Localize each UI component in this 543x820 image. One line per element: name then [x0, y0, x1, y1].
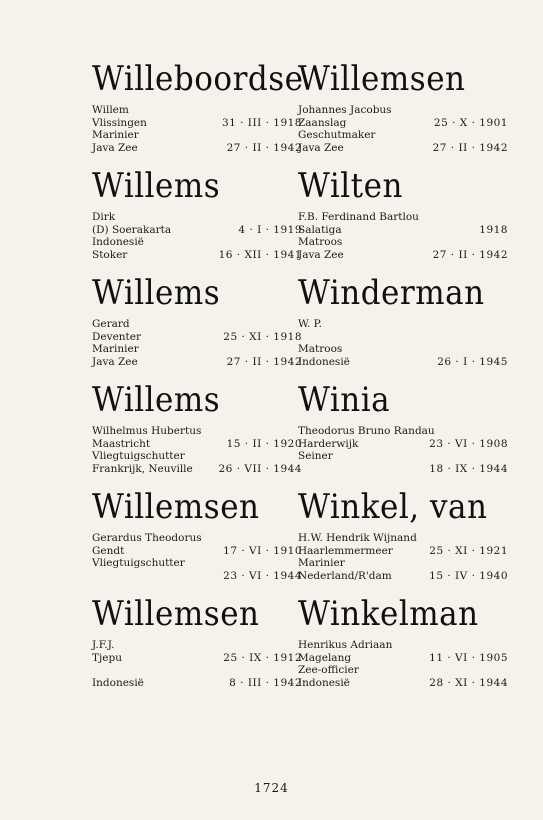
- entry-details: [298, 104, 508, 154]
- detail-row: [298, 142, 508, 155]
- entry-details: [298, 639, 508, 689]
- birthplace: Zaanslag: [298, 116, 347, 129]
- rank: Indonesië: [92, 236, 144, 249]
- entry: [298, 595, 508, 702]
- rank: Matroos: [298, 236, 343, 249]
- death-date: 26 · I · 1945: [437, 355, 508, 368]
- birthplace: Gendt: [92, 544, 125, 557]
- place-of-death: Stoker: [92, 248, 128, 261]
- given-name: Johannes Jacobus: [298, 104, 392, 116]
- entry: [92, 60, 302, 167]
- given-name: W. P.: [298, 318, 322, 330]
- birthplace: Harderwijk: [298, 437, 359, 450]
- entry-details: [298, 211, 508, 261]
- birth-date: 1918: [479, 223, 508, 236]
- surname: Willems: [92, 167, 221, 206]
- detail-row: [298, 249, 508, 262]
- birth-date: 25 · IX · 1912: [223, 651, 302, 664]
- right-column: [298, 60, 508, 702]
- detail-row: [298, 450, 508, 463]
- detail-row: [298, 545, 508, 558]
- place-of-death: Java Zee: [92, 141, 138, 154]
- birthplace: (D) Soerakarta: [92, 223, 172, 236]
- death-date: 23 · VI · 1944: [223, 569, 302, 582]
- entry-details: [92, 104, 302, 154]
- entry: [298, 60, 508, 167]
- detail-row: [92, 343, 302, 356]
- entry: [298, 488, 508, 595]
- surname: Willemsen: [298, 60, 466, 99]
- detail-row: [92, 532, 302, 545]
- detail-row: [298, 664, 508, 677]
- birth-date: 25 · XI · 1921: [429, 544, 508, 557]
- detail-row: [92, 249, 302, 262]
- place-of-death: Java Zee: [298, 141, 344, 154]
- birth-date: 31 · III · 1918: [221, 116, 302, 129]
- entry: [298, 167, 508, 274]
- given-name: H.W. Hendrik Wijnand: [298, 532, 417, 544]
- birth-date: 23 · VI · 1908: [429, 437, 508, 450]
- place-of-death: Java Zee: [92, 355, 138, 368]
- surname: Willemsen: [92, 488, 260, 527]
- entry-details: [92, 318, 302, 368]
- entry: [92, 381, 302, 488]
- place-of-death: Frankrijk, Neuville: [92, 462, 193, 475]
- birth-date: 25 · XI · 1918: [223, 330, 302, 343]
- given-name: Dirk: [92, 211, 116, 223]
- detail-row: [298, 463, 508, 476]
- entry-details: [298, 318, 508, 368]
- birth-date: 17 · VI · 1910: [223, 544, 302, 557]
- detail-row: [92, 545, 302, 558]
- death-date: 15 · IV · 1940: [429, 569, 508, 582]
- given-name: F.B. Ferdinand Bartlou: [298, 211, 419, 223]
- detail-row: [92, 211, 302, 224]
- detail-row: [92, 104, 302, 117]
- surname: Wilten: [298, 167, 403, 206]
- detail-row: [92, 142, 302, 155]
- rank: Vliegtuigschutter: [92, 450, 185, 463]
- detail-row: [92, 129, 302, 142]
- rank: Geschutmaker: [298, 129, 376, 142]
- detail-row: [92, 652, 302, 665]
- left-column: [92, 60, 302, 702]
- entry-details: [298, 532, 508, 582]
- detail-row: [298, 652, 508, 665]
- given-name: Theodorus Bruno Randau: [298, 425, 435, 437]
- death-date: 27 · II · 1942: [226, 141, 302, 154]
- entry-details: [92, 425, 302, 475]
- detail-row: [92, 331, 302, 344]
- detail-row: [298, 557, 508, 570]
- place-of-death: Indonesië: [298, 355, 350, 368]
- surname: Winkelman: [298, 595, 479, 634]
- birth-date: 25 · X · 1901: [433, 116, 508, 129]
- given-name: Gerard: [92, 318, 130, 330]
- rank: Marinier: [298, 557, 345, 570]
- detail-row: [92, 463, 302, 476]
- death-date: 8 · III · 1942: [229, 676, 302, 689]
- detail-row: [298, 343, 508, 356]
- surname: Willemsen: [92, 595, 260, 634]
- detail-row: [92, 236, 302, 249]
- detail-row: [298, 318, 508, 331]
- birthplace: Magelang: [298, 651, 352, 664]
- detail-row: [298, 356, 508, 369]
- detail-row: [298, 570, 508, 583]
- rank: Seiner: [298, 450, 333, 463]
- surname: Winkel, van: [298, 488, 488, 527]
- detail-row: [298, 129, 508, 142]
- detail-row: [298, 425, 508, 438]
- detail-row: [92, 438, 302, 451]
- detail-row: [298, 224, 508, 237]
- detail-row: [298, 331, 508, 344]
- detail-row: [298, 639, 508, 652]
- death-date: 27 · II · 1942: [432, 141, 508, 154]
- detail-row: [92, 557, 302, 570]
- entry-details: [92, 532, 302, 582]
- place-of-death: Java Zee: [298, 248, 344, 261]
- entry: [92, 167, 302, 274]
- given-name: Henrikus Adriaan: [298, 639, 393, 651]
- birthplace: Tjepu: [92, 651, 122, 664]
- detail-row: [298, 117, 508, 130]
- place-of-death: Nederland/R'dam: [298, 569, 392, 582]
- surname: Willems: [92, 381, 221, 420]
- detail-row: [92, 639, 302, 652]
- birth-date: 15 · II · 1920: [226, 437, 302, 450]
- detail-row: [92, 356, 302, 369]
- detail-row: [298, 532, 508, 545]
- birth-date: 11 · VI · 1905: [429, 651, 508, 664]
- entry: [92, 595, 302, 702]
- detail-row: [92, 677, 302, 690]
- birthplace: Maastricht: [92, 437, 151, 450]
- detail-row: [298, 104, 508, 117]
- death-date: 27 · II · 1942: [226, 355, 302, 368]
- entry-details: [92, 639, 302, 689]
- entry: [298, 381, 508, 488]
- place-of-death: Indonesië: [92, 676, 144, 689]
- detail-row: [92, 318, 302, 331]
- death-date: 27 · II · 1942: [432, 248, 508, 261]
- detail-row: [92, 450, 302, 463]
- death-date: 18 · IX · 1944: [429, 462, 508, 475]
- surname: Winia: [298, 381, 391, 420]
- rank: Zee-officier: [298, 664, 359, 677]
- place-of-death: Indonesië: [298, 676, 350, 689]
- entry: [92, 488, 302, 595]
- birthplace: Salatiga: [298, 223, 342, 236]
- entry-details: [92, 211, 302, 261]
- birth-date: 4 · I · 1919: [238, 223, 302, 236]
- detail-row: [92, 664, 302, 677]
- rank: Matroos: [298, 343, 343, 356]
- rank: Vliegtuigschutter: [92, 557, 185, 570]
- death-date: 26 · VII · 1944: [218, 462, 302, 475]
- detail-row: [298, 211, 508, 224]
- detail-row: [92, 570, 302, 583]
- surname: Willeboordse: [92, 60, 304, 99]
- birthplace: Vlissingen: [92, 116, 147, 129]
- birthplace: Deventer: [92, 330, 141, 343]
- detail-row: [298, 677, 508, 690]
- given-name: J.F.J.: [92, 639, 115, 651]
- entry: [298, 274, 508, 381]
- detail-row: [92, 117, 302, 130]
- surname: Willems: [92, 274, 221, 313]
- detail-row: [298, 438, 508, 451]
- entry: [92, 274, 302, 381]
- rank: Marinier: [92, 129, 139, 142]
- birthplace: Haarlemmermeer: [298, 544, 393, 557]
- death-date: 28 · XI · 1944: [429, 676, 508, 689]
- detail-row: [92, 224, 302, 237]
- death-date: 16 · XII · 1941: [218, 248, 302, 261]
- given-name: Gerardus Theodorus: [92, 532, 202, 544]
- given-name: Wilhelmus Hubertus: [92, 425, 202, 437]
- given-name: Willem: [92, 104, 129, 116]
- surname: Winderman: [298, 274, 485, 313]
- detail-row: [92, 425, 302, 438]
- rank: Marinier: [92, 343, 139, 356]
- entry-details: [298, 425, 508, 475]
- detail-row: [298, 236, 508, 249]
- page-number: 1724: [254, 781, 289, 795]
